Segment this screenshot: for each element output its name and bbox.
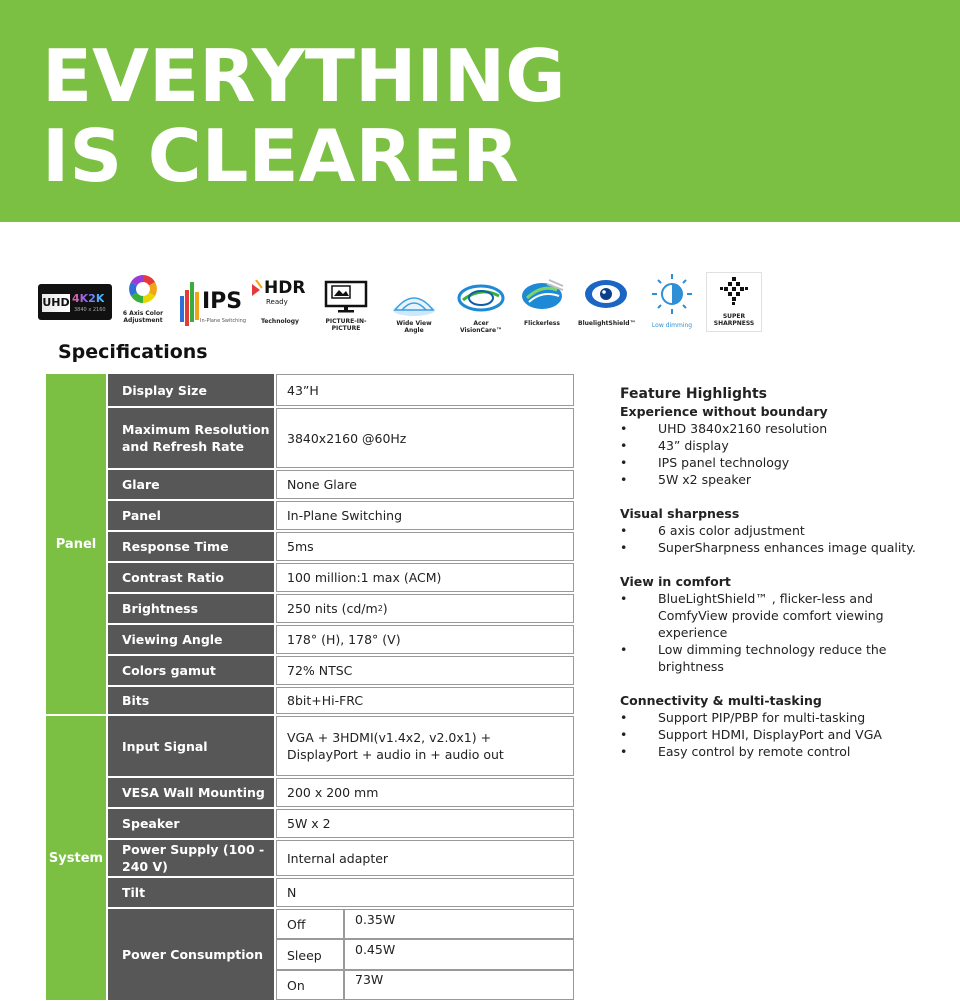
- hdr-badge: [250, 272, 310, 332]
- feature-list: [620, 420, 950, 488]
- panel-category: [46, 374, 106, 714]
- super-sharpness-badge: [706, 272, 762, 332]
- spec-value-bits: 8bit+Hi-FRC: [276, 687, 574, 714]
- power-mode-on: [276, 970, 344, 1000]
- visioncare-eye-icon: [457, 282, 505, 314]
- color-wheel-icon: [123, 272, 163, 306]
- spec-value-panel: In-Plane Switching: [276, 501, 574, 530]
- feature-item: • Easy control by remote control: [620, 743, 950, 760]
- wide-view-label: Wide View Angle: [396, 320, 432, 334]
- power-mode-sleep: [276, 939, 344, 970]
- hdr-text: HDR: [264, 278, 306, 298]
- power-mode-sleep-label: Sleep: [287, 948, 322, 963]
- super-sharpness-label-2: SHARPNESS: [713, 320, 755, 327]
- spec-label-vesa: VESA Wall Mounting: [108, 778, 274, 807]
- power-value-on-text: 73W: [355, 972, 384, 987]
- bluelight-badge: [578, 272, 634, 332]
- six-axis-label-1: 6 Axis Color: [122, 310, 164, 317]
- bluelight-label: BluelightShield™: [578, 320, 636, 327]
- feature-item: • IPS panel technology: [620, 454, 950, 471]
- ips-bars-icon: [180, 282, 202, 326]
- feature-item: • Support PIP/PBP for multi-tasking: [620, 709, 950, 726]
- monitor-pip-icon: [324, 280, 368, 314]
- spec-value-contrast-ratio: 100 million:1 max (ACM): [276, 563, 574, 592]
- spec-label-speaker: Speaker: [108, 809, 274, 838]
- hero-banner: [0, 0, 960, 222]
- feature-badges: [38, 272, 778, 334]
- feature-item: • UHD 3840x2160 resolution: [620, 420, 950, 437]
- spec-value-input-signal: VGA + 3HDMI(v1.4x2, v2.0x1) + DisplayPort + audio in + audio out: [276, 716, 574, 776]
- low-dimming-label: Low dimming: [651, 322, 693, 329]
- feature-section-heading: Experience without boundary: [620, 404, 828, 419]
- wide-view-badge: [386, 272, 442, 332]
- spec-label-input-signal: Input Signal: [108, 716, 274, 776]
- pip-badge: [314, 272, 378, 332]
- spec-label-power-consumption: Power Consumption: [108, 909, 274, 1000]
- feature-list: [620, 590, 950, 675]
- spec-value-colors-gamut: 72% NTSC: [276, 656, 574, 685]
- feature-list: [620, 522, 950, 556]
- feature-highlights-title: Feature Highlights: [620, 386, 767, 402]
- spec-value-power-supply: Internal adapter: [276, 840, 574, 876]
- spec-value-max-resolution: 3840x2160 @60Hz: [276, 408, 574, 468]
- spec-label-tilt: Tilt: [108, 878, 274, 907]
- specifications-title: Specifications: [58, 341, 208, 363]
- feature-section-heading: View in comfort: [620, 574, 731, 589]
- bluelight-shield-icon: [583, 276, 629, 312]
- visioncare-badge: [452, 272, 510, 332]
- uhd-4k2k-text: 4K2K: [72, 292, 105, 305]
- power-value-on: [344, 970, 574, 1000]
- low-dimming-sun-icon: [650, 272, 694, 316]
- feature-item: • Low dimming technology reduce the brightness: [620, 641, 950, 675]
- six-axis-color-badge: [120, 272, 166, 332]
- feature-highlights: [620, 385, 950, 760]
- spec-label-contrast-ratio: Contrast Ratio: [108, 563, 274, 592]
- spec-label-brightness: Brightness: [108, 594, 274, 623]
- power-value-off-text: 0.35W: [355, 912, 396, 927]
- headline-line-2: IS CLEARER: [42, 114, 519, 198]
- hdr-rays-icon: [250, 280, 264, 298]
- six-axis-label-2: Adjustment: [123, 317, 163, 324]
- spec-value-tilt: N: [276, 878, 574, 907]
- spec-label-display-size: Display Size: [108, 374, 274, 406]
- spec-table: [46, 374, 576, 1000]
- spec-label-response-time: Response Time: [108, 532, 274, 561]
- hdr-label: Technology: [261, 318, 299, 325]
- feature-item: • 6 axis color adjustment: [620, 522, 950, 539]
- spec-value-speaker: 5W x 2: [276, 809, 574, 838]
- uhd-res-text: 3840 x 2160: [74, 307, 106, 313]
- feature-item: • 5W x2 speaker: [620, 471, 950, 488]
- feature-item: • Support HDMI, DisplayPort and VGA: [620, 726, 950, 743]
- power-value-sleep-text: 0.45W: [355, 942, 396, 957]
- flickerless-label: Flickerless: [524, 320, 560, 327]
- spec-label-panel: Panel: [108, 501, 274, 530]
- feature-item: • BlueLightShield™ , flicker-less and ComfyView provide comfort viewing experience: [620, 590, 950, 641]
- uhd-text: UHD: [42, 294, 70, 312]
- visioncare-label: Acer VisionCare™: [459, 320, 503, 334]
- spec-value-display-size: 43”H: [276, 374, 574, 406]
- uhd-4k2k-badge: [38, 272, 112, 332]
- headline-line-1: EVERYTHING: [42, 34, 566, 118]
- wide-view-icon: [390, 282, 438, 318]
- brightness-value: 250 nits (cd/m: [287, 601, 378, 616]
- power-value-off: [344, 909, 574, 939]
- spec-label-viewing-angle: Viewing Angle: [108, 625, 274, 654]
- power-mode-off: [276, 909, 344, 939]
- spec-value-response-time: 5ms: [276, 532, 574, 561]
- spec-value-viewing-angle: 178° (H), 178° (V): [276, 625, 574, 654]
- flickerless-icon: [519, 278, 565, 312]
- system-category: [46, 716, 106, 1000]
- spec-value-brightness: [276, 594, 574, 623]
- brightness-end: ): [382, 601, 388, 616]
- power-mode-off-label: Off: [287, 917, 306, 932]
- system-category-label: System: [48, 850, 104, 866]
- panel-category-label: Panel: [55, 536, 97, 552]
- ips-text: IPS: [202, 289, 243, 314]
- spec-label-bits: Bits: [108, 687, 274, 714]
- brightness-sup: 2: [377, 604, 383, 613]
- spec-label-glare: Glare: [108, 470, 274, 499]
- hdr-ready-text: Ready: [266, 298, 288, 306]
- spec-value-vesa: 200 x 200 mm: [276, 778, 574, 807]
- super-sharpness-icon: [717, 275, 751, 309]
- spec-label-colors-gamut: Colors gamut: [108, 656, 274, 685]
- spec-label-power-supply: Power Supply (100 - 240 V): [108, 840, 274, 876]
- super-sharpness-label-1: SUPER: [722, 313, 746, 320]
- ips-badge: [178, 272, 247, 332]
- feature-section-heading: Connectivity & multi-tasking: [620, 693, 822, 708]
- ips-sub-text: In-Plane Switching: [200, 318, 247, 324]
- power-value-sleep: [344, 939, 574, 970]
- pip-label: PICTURE-IN-PICTURE: [325, 318, 367, 332]
- spec-value-glare: None Glare: [276, 470, 574, 499]
- feature-item: • 43” display: [620, 437, 950, 454]
- feature-section-heading: Visual sharpness: [620, 506, 740, 521]
- power-mode-on-label: On: [287, 978, 305, 993]
- feature-item: • SuperSharpness enhances image quality.: [620, 539, 950, 556]
- feature-list: [620, 709, 950, 760]
- spec-label-max-resolution: Maximum Resolution and Refresh Rate: [108, 408, 274, 468]
- flickerless-badge: [516, 272, 568, 332]
- low-dimming-badge: [644, 272, 700, 332]
